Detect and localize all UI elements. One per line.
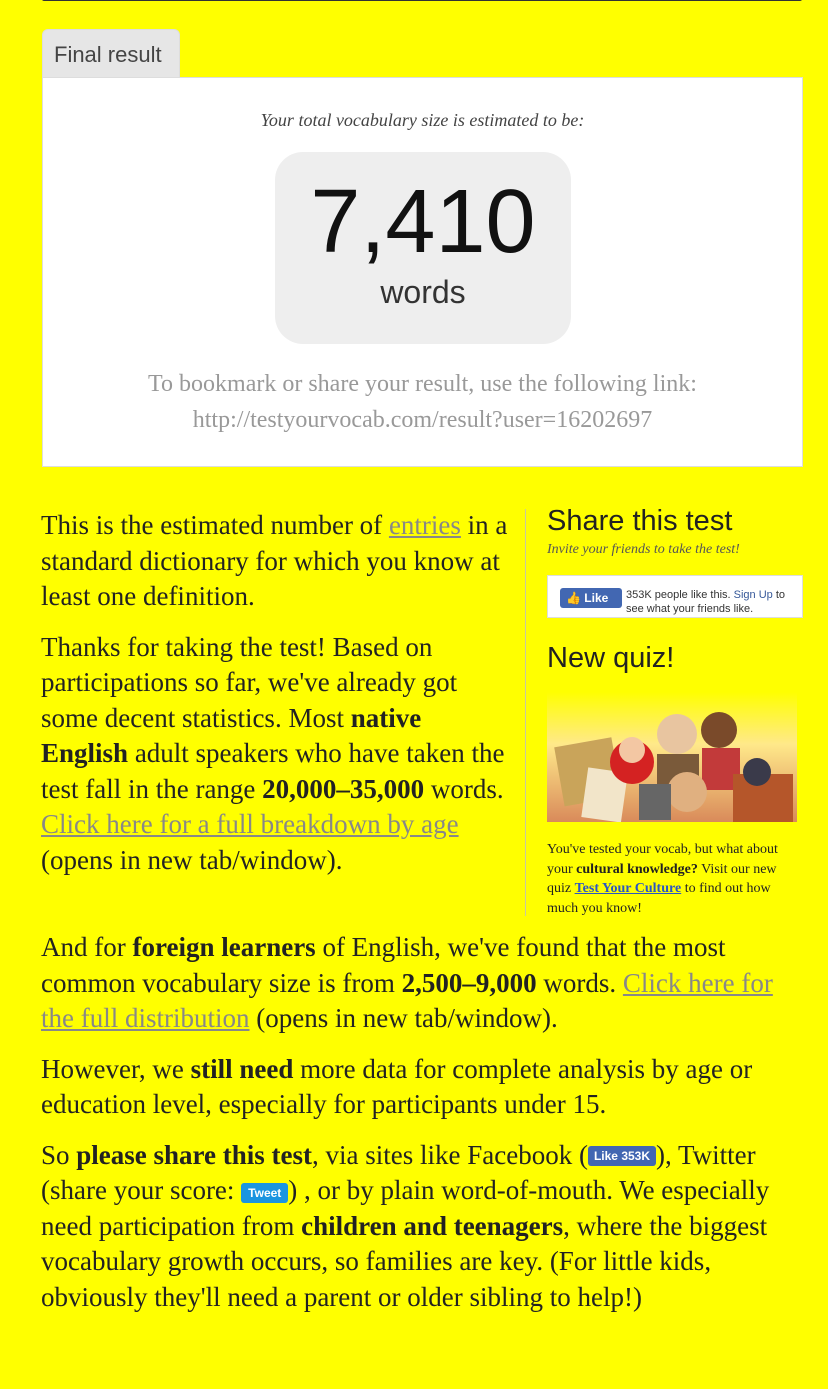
fb-like-count: 353K people like this. Sign Up to see what your friends like.	[626, 589, 786, 615]
score-box	[275, 152, 571, 344]
entries-link[interactable]: entries	[388, 510, 461, 540]
tweet-button[interactable]: Tweet	[241, 1183, 288, 1203]
share-title: Share this test	[547, 505, 733, 537]
fb-like-button[interactable]: 👍 Like	[560, 588, 622, 608]
result-panel	[42, 77, 803, 467]
vocabulary-score: 7,410	[310, 172, 536, 272]
paragraph-native-stats: Thanks for taking the test! Based on participations so far, we've already got some decent statistics. Most native English adult speakers who have taken the test fall in the range 20,000–35,000 words. Click here for a full breakdown by age (opens in new tab/window).	[41, 631, 505, 875]
paragraph-still-need: However, we still need more data for complete analysis by age or education level, especially for participants under 15.	[41, 1053, 753, 1119]
full-width-content	[41, 930, 811, 1330]
quiz-collage-image[interactable]	[547, 692, 797, 822]
age-breakdown-link[interactable]: Click here for a full breakdown by age	[41, 809, 459, 839]
top-edge-bar	[42, 0, 802, 1]
column-divider	[525, 509, 526, 916]
paragraph-share: So please share this test, via sites like Facebook ( Like 353K ), Twitter (share your score: Tweet ) , or by plain word-of-mouth. We especially need participation from children and teenagers, where the biggest vocabulary growth occurs, so families are key. (For little kids, obviously they'll need a parent or older sibling to help!)	[41, 1139, 770, 1312]
paragraph-foreign-learners: And for foreign learners of English, we've found that the most common vocabulary size is from 2,500–9,000 words. Click here for the full distribution (opens in new tab/window).	[41, 932, 773, 1033]
result-label: Your total vocabulary size is estimated to be:	[260, 110, 585, 130]
quiz-description: You've tested your vocab, but what about your cultural knowledge? Visit our new quiz Test Your Culture to find out how much you know!	[547, 842, 778, 916]
facebook-like-button[interactable]: Like 353K	[588, 1146, 656, 1166]
tab-final-result[interactable]: Final result	[42, 29, 180, 77]
sidebar	[547, 505, 803, 918]
bookmark-info	[43, 366, 802, 438]
fb-signup-link[interactable]: Sign Up	[733, 589, 773, 601]
invite-text: Invite your friends to take the test!	[547, 542, 740, 557]
result-url[interactable]: http://testyourvocab.com/result?user=16202697	[192, 407, 653, 433]
paragraph-entries: This is the estimated number of entries in a standard dictionary for which you know at least one definition.	[41, 510, 508, 611]
bookmark-text: To bookmark or share your result, use the following link:	[148, 371, 697, 397]
facebook-widget	[547, 575, 803, 618]
distribution-link[interactable]: Click here for the full distribution	[41, 967, 773, 1033]
new-quiz-title: New quiz!	[547, 642, 675, 674]
thumbs-up-icon: 👍	[566, 591, 581, 605]
test-your-culture-link[interactable]: Test Your Culture	[574, 881, 682, 896]
collage-illustration	[547, 692, 797, 822]
main-content	[41, 508, 511, 893]
score-unit: words	[380, 274, 466, 310]
